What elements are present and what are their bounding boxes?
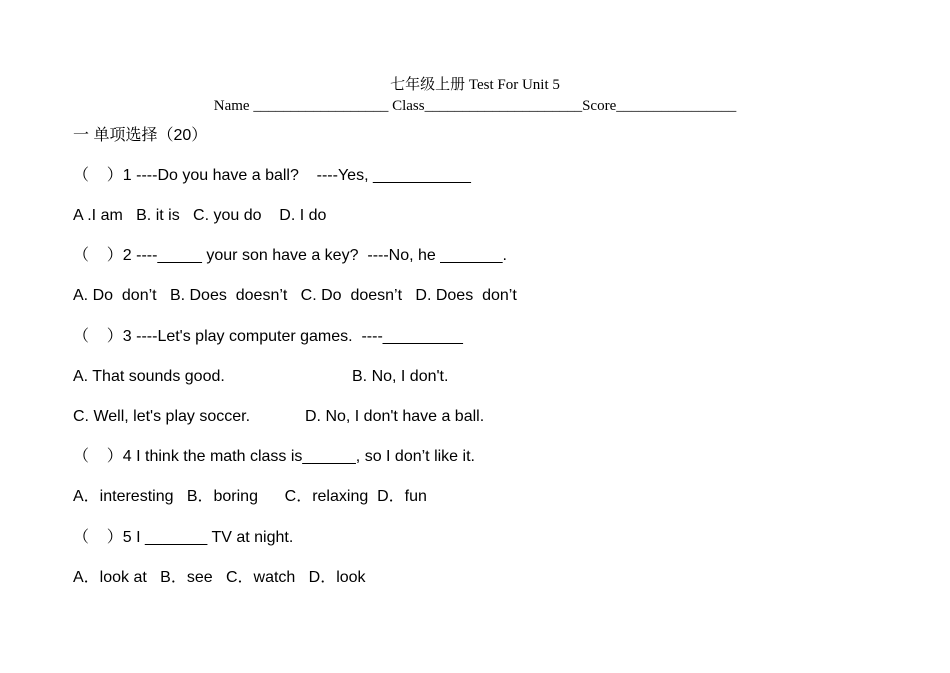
question-2-options: A. Do don’t B. Does doesn’t C. Do doesn’t D. Does don’t (73, 287, 517, 304)
section-heading: 一 单项选择（20） (73, 127, 208, 144)
question-3-option-c: C. Well, let's play soccer. (73, 408, 251, 425)
question-3-option-b: B. No, I don't. (352, 368, 449, 385)
question-3-option-d: D. No, I don't have a ball. (305, 408, 485, 425)
question-1: （ ）1 ----Do you have a ball? ----Yes, ___________ (73, 167, 471, 184)
question-3: （ ）3 ----Let's play computer games. ----_________ (73, 328, 463, 345)
question-1-options: A .I am B. it is C. you do D. I do (73, 207, 327, 224)
student-info-fields: Name __________________ Class_____________________Score________________ (213, 98, 737, 114)
document-title: 七年级上册 Test For Unit 5 (390, 77, 560, 93)
question-4-options: A．interesting B．boring C．relaxing D．fun (73, 488, 427, 505)
question-5: （ ）5 I _______ TV at night. (73, 529, 294, 546)
question-4: （ ）4 I think the math class is______, so I don’t like it. (73, 448, 475, 465)
question-5-options: A．look at B．see C．watch D．look (73, 569, 366, 586)
question-3-option-a: A. That sounds good. (73, 368, 225, 385)
question-2: （ ）2 ----_____ your son have a key? ----No, he _______. (73, 247, 507, 264)
